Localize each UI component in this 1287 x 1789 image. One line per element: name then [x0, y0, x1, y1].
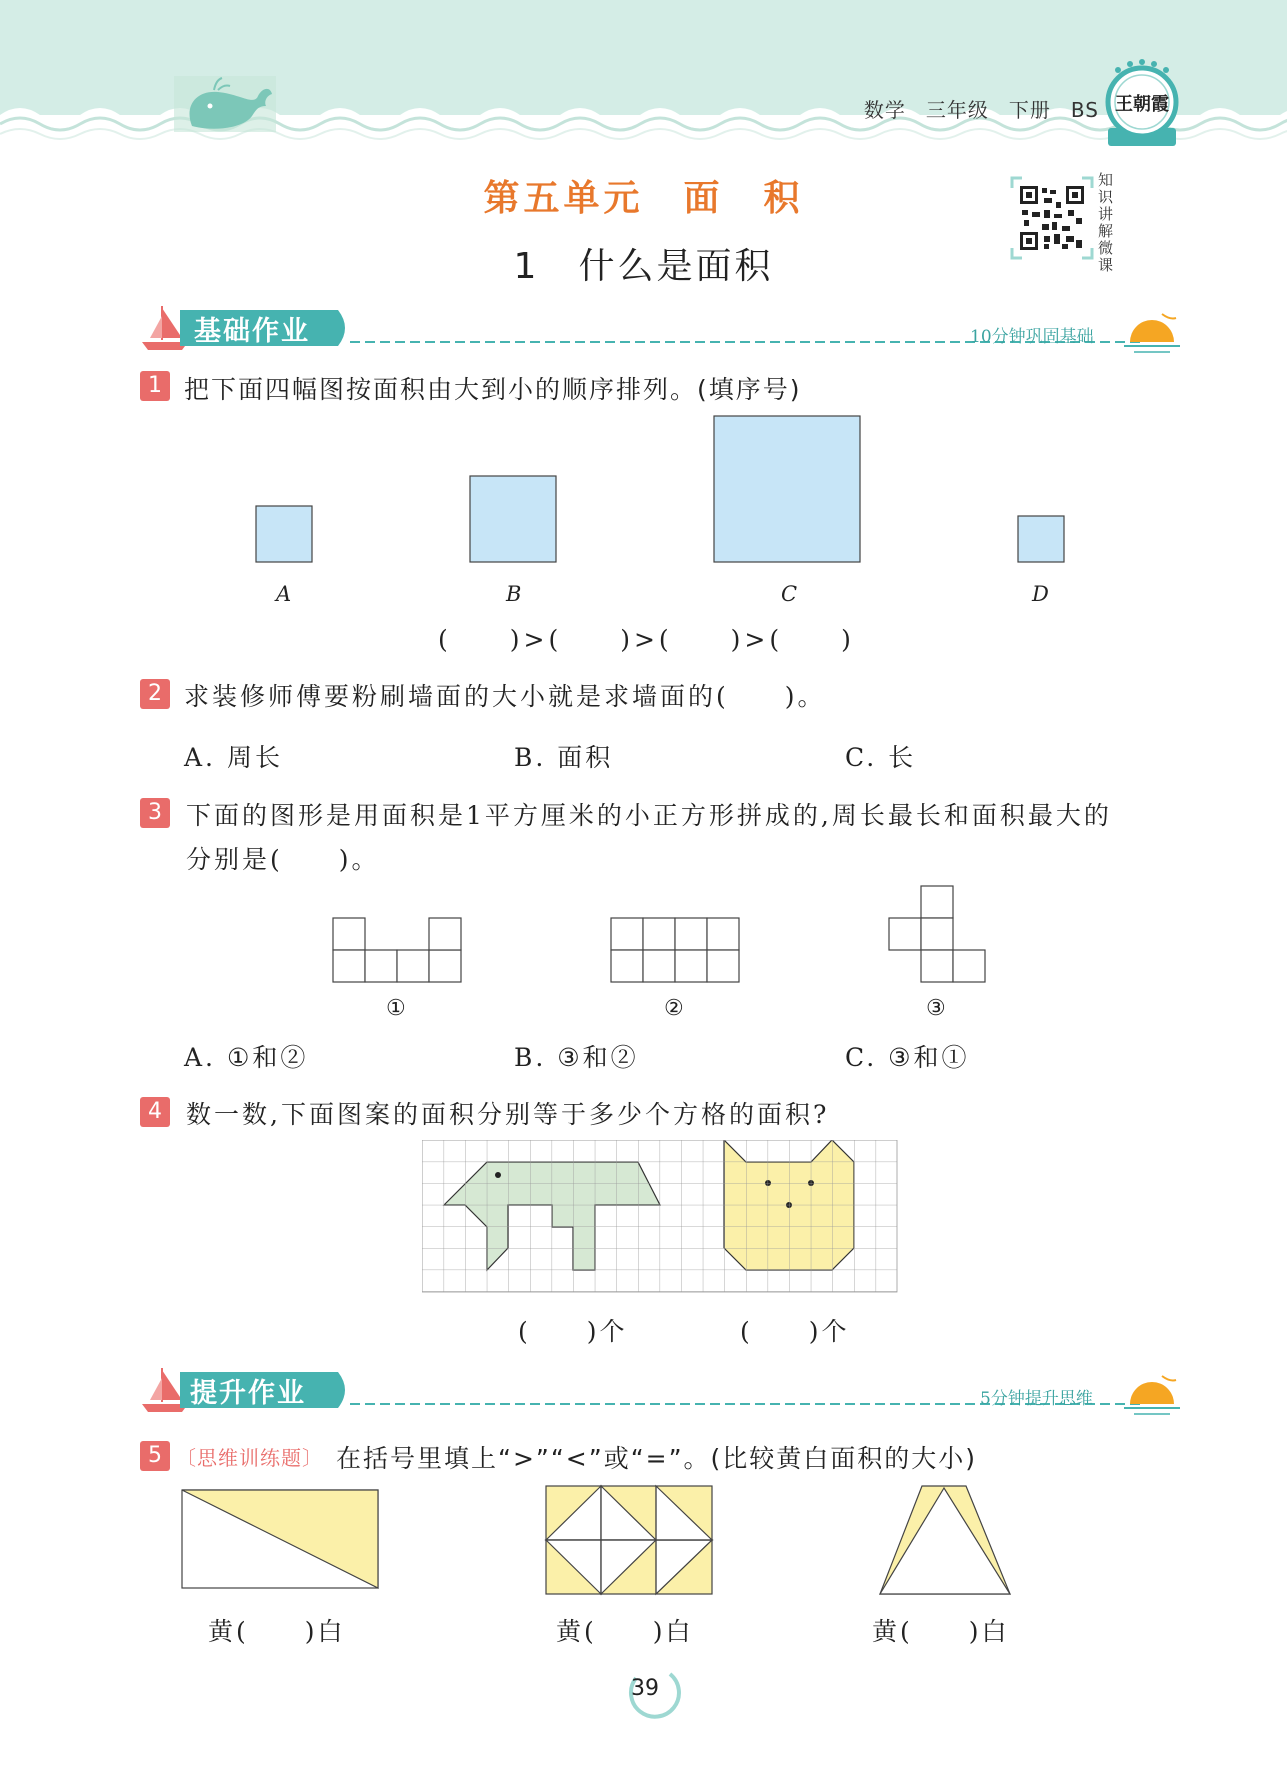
option-b[interactable]: B. 面积	[514, 743, 614, 772]
shape-label-a: A	[276, 582, 292, 606]
section-label-basic: 基础作业	[194, 316, 310, 347]
volume: 下册	[1008, 98, 1051, 122]
sunset-icon	[1122, 1374, 1182, 1418]
answer-blank-2[interactable]: 黄( )白	[556, 1617, 694, 1646]
question-number: 2	[140, 679, 170, 709]
question-text: 数一数,下面图案的面积分别等于多少个方格的面积?	[186, 1100, 830, 1129]
shape-label-b: B	[506, 582, 522, 606]
option-a[interactable]: A. ①和②	[184, 1043, 309, 1072]
lesson-title: 1 什么是面积	[513, 246, 774, 287]
answer-blank[interactable]: ( )>( )>( )>( )	[438, 625, 855, 654]
section-note-advanced: 5分钟提升思维	[980, 1389, 1093, 1409]
figure-label-1: ①	[386, 996, 406, 1021]
question-number: 5	[140, 1441, 170, 1471]
q1-squares	[240, 412, 1100, 612]
q3-figure-2	[610, 916, 744, 986]
shape-label-c: C	[781, 582, 798, 606]
q5-figure-1	[180, 1488, 382, 1592]
question-number: 1	[140, 371, 170, 401]
question-text: 把下面四幅图按面积由大到小的顺序排列。(填序号)	[184, 375, 802, 404]
square-d	[1018, 516, 1064, 562]
qr-code[interactable]	[1010, 176, 1094, 260]
section-note-basic: 10分钟巩固基础	[970, 327, 1094, 347]
option-c[interactable]: C. ③和①	[845, 1043, 970, 1072]
q5-figure-2	[544, 1484, 716, 1598]
square-b	[470, 476, 556, 562]
subject: 数学	[863, 98, 906, 122]
question-number: 4	[140, 1097, 170, 1127]
brand-logo	[1102, 58, 1182, 150]
square-c	[714, 416, 860, 562]
answer-blank-3[interactable]: 黄( )白	[872, 1617, 1010, 1646]
q5-figure-3	[876, 1484, 1014, 1598]
grade: 三年级	[925, 98, 989, 122]
q3-figure-1	[332, 916, 466, 986]
question-text: 求装修师傅要粉刷墙面的大小就是求墙面的( )。	[184, 682, 826, 711]
figure-label-3: ③	[926, 996, 946, 1021]
unit-title: 第五单元 面 积	[483, 178, 804, 219]
question-text-line1: 下面的图形是用面积是1平方厘米的小正方形拼成的,周长最长和面积最大的	[186, 801, 1112, 830]
sunset-icon	[1122, 312, 1182, 356]
question-tag: 〔思维训练题〕	[176, 1446, 323, 1470]
answer-blank-1[interactable]: 黄( )白	[208, 1617, 346, 1646]
logo-text: 王朝霞	[1115, 94, 1169, 115]
option-b[interactable]: B. ③和②	[514, 1043, 639, 1072]
page-number: 39	[631, 1676, 659, 1701]
whale-icon	[174, 76, 276, 132]
q4-grid-patterns	[422, 1140, 900, 1296]
subject-line	[844, 94, 1099, 123]
option-c[interactable]: C. 长	[845, 743, 917, 772]
shape-label-d: D	[1032, 582, 1049, 606]
question-text: 在括号里填上“>”“<”或“=”。(比较黄白面积的大小)	[336, 1444, 978, 1473]
q3-figure-3	[888, 884, 990, 986]
question-text-line2: 分别是( )。	[186, 845, 380, 874]
figure-label-2: ②	[664, 996, 684, 1021]
answer-blank-bear[interactable]: ( )个	[740, 1317, 850, 1346]
section-label-advanced: 提升作业	[190, 1378, 306, 1409]
edition: BS	[1070, 98, 1099, 122]
qr-caption: 知识讲解微课	[1098, 171, 1114, 274]
question-number: 3	[140, 798, 170, 828]
answer-blank-animal[interactable]: ( )个	[518, 1317, 628, 1346]
square-a	[256, 506, 312, 562]
option-a[interactable]: A. 周长	[184, 743, 283, 772]
